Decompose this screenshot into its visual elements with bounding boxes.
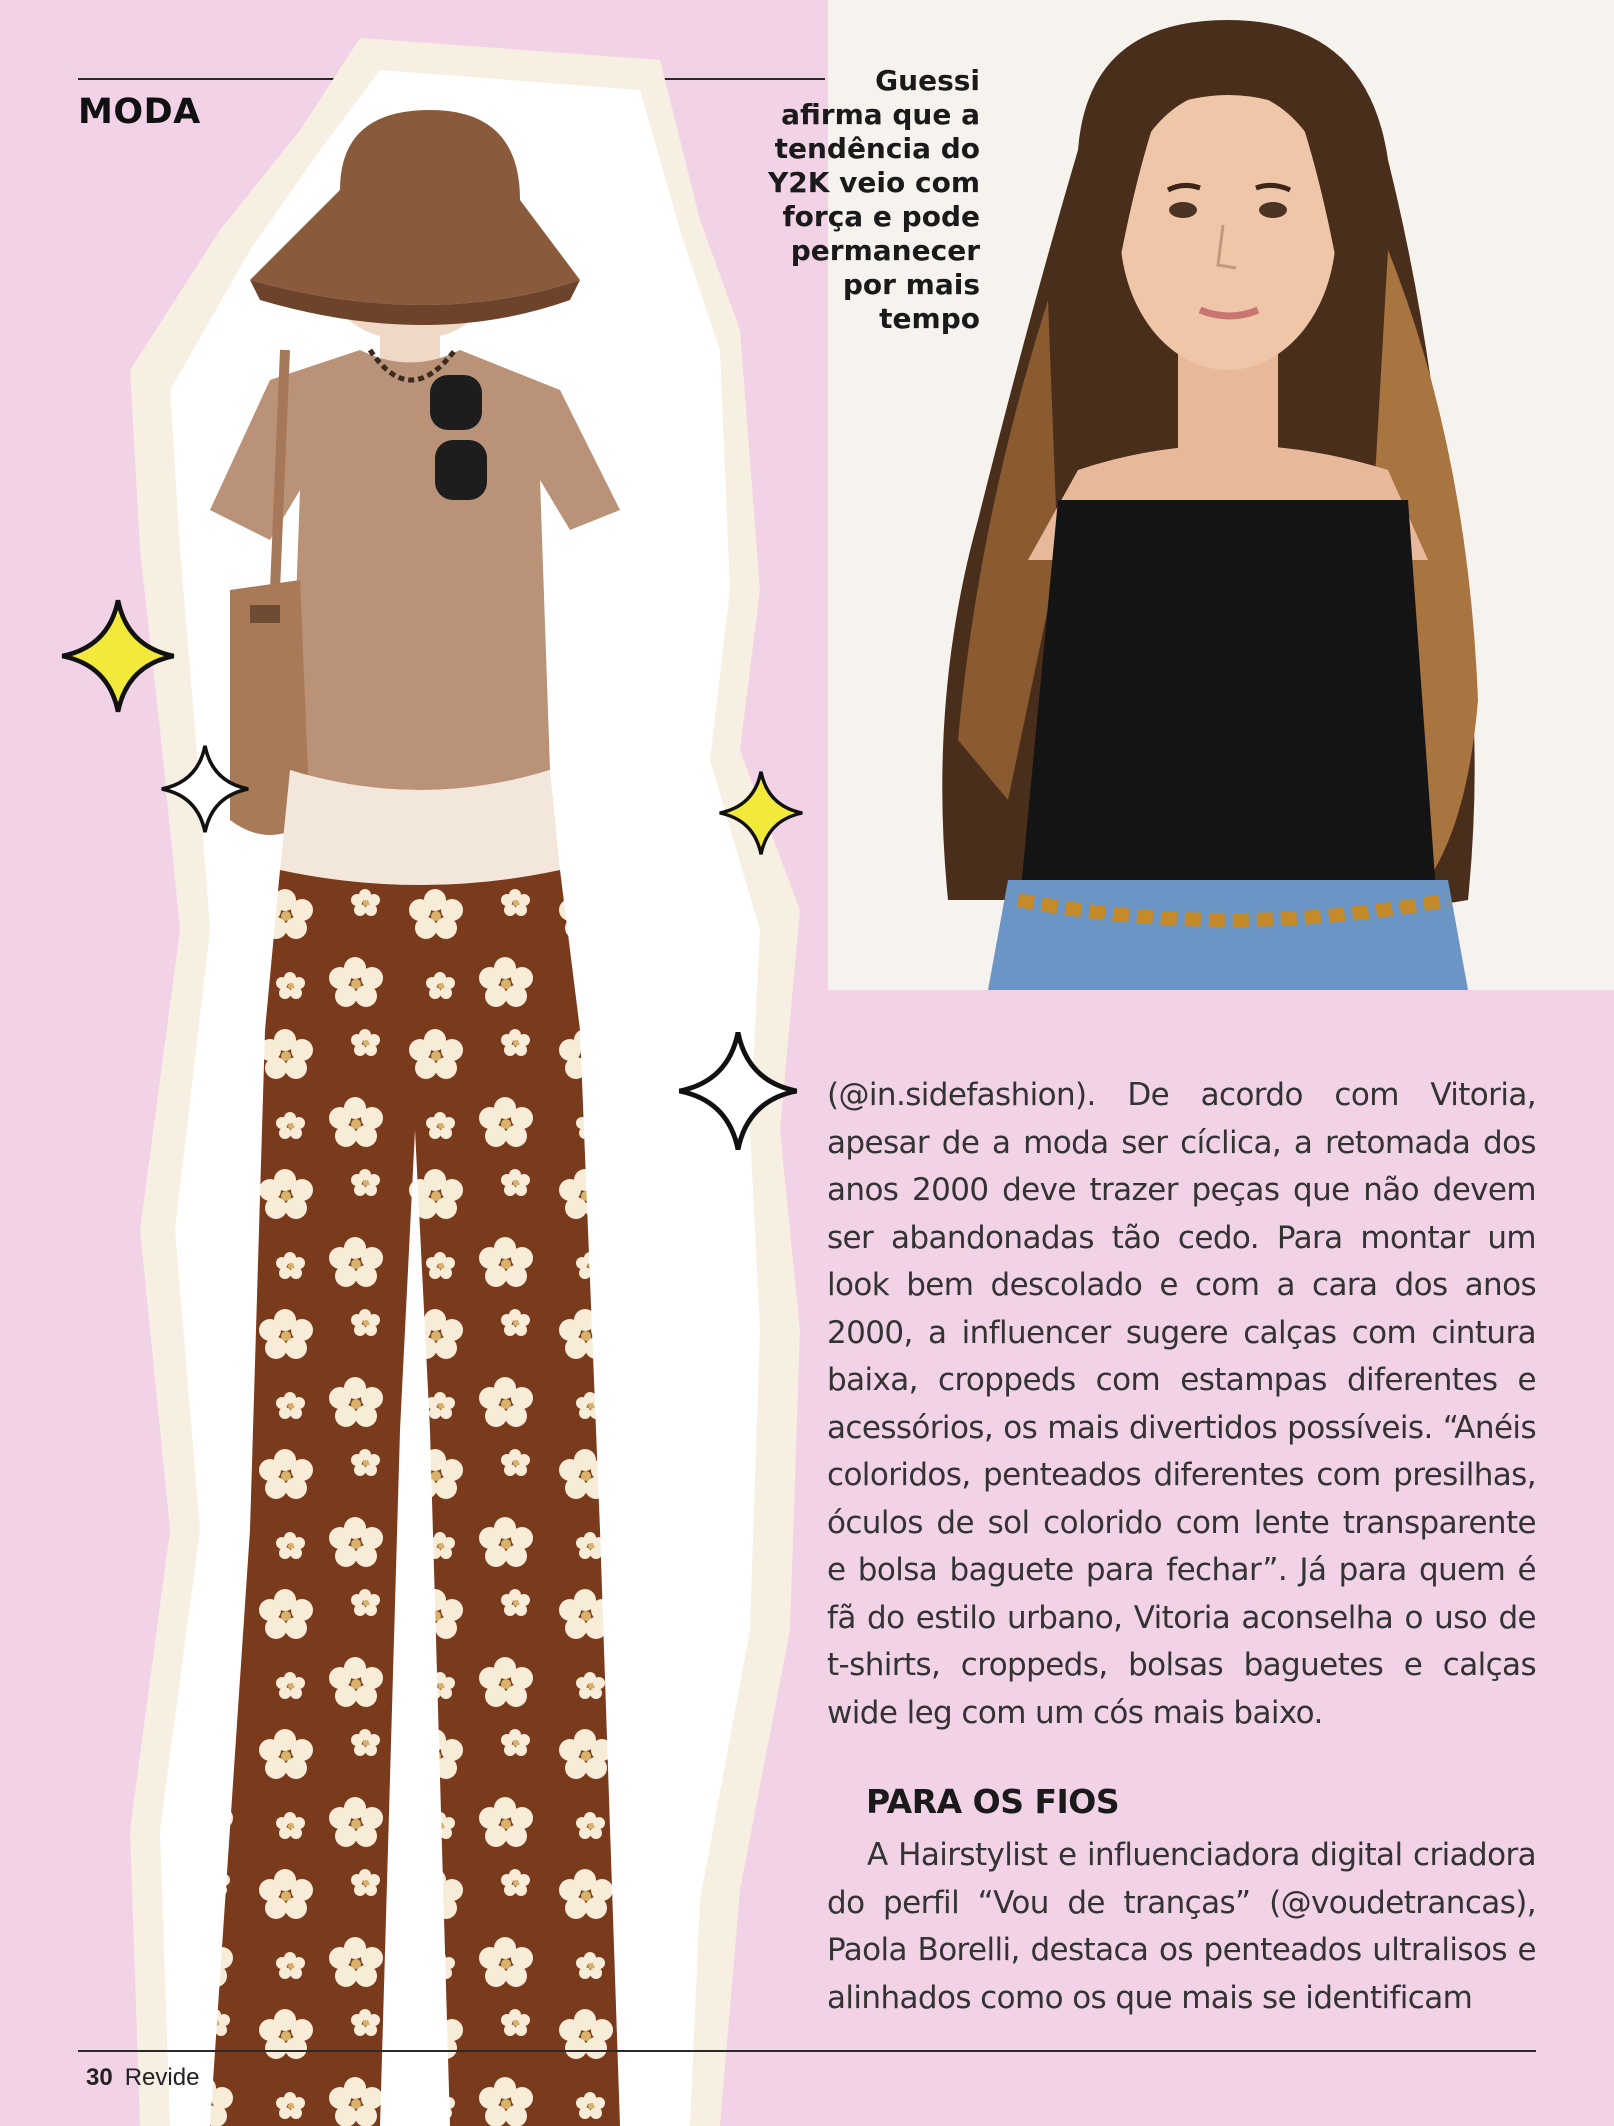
page-footer [86,2064,199,2092]
section-body-text: A Hairstylist e influenciadora digital criadora do perfil “Vou de tranças” (@voudetrancas), Paola Borelli, destaca os penteados ultralisos e alinhados como os que mais se identificam [827,1837,1536,2016]
photo-caption: Guessi afirma que a tendência do Y2K veio com força e pode permanecer por mais tempo [767,64,980,335]
sparkle-yellow-small-icon [718,770,804,856]
publication-name: Revide [124,2064,200,2091]
bottom-rule [78,2050,1536,2052]
sparkle-white-large-icon [677,1030,799,1152]
article-body-text: (@in.sidefashion). De acordo com Vitoria, apesar de a moda ser cíclica, a retomada dos anos 2000 deve trazer peças que não devem ser abandonadas tão cedo. Para montar um look bem descolado e com a cara dos anos 2000, a influencer sugere calças com cintura baixa, croppeds com estampas diferentes e acessórios, os mais divertidos possíveis. “Anéis coloridos, penteados diferentes com presilhas, óculos de sol colorido com lente transparente e bolsa baguete para fechar”. Já para quem é fã do estilo urbano, Vitoria aconselha o uso de t-shirts, croppeds, bolsas baguetes e calças wide leg com um cós mais baixo. [827,1077,1536,1731]
section-heading: PARA OS FIOS [866,1782,1120,1821]
sparkle-yellow-large-icon [60,598,176,714]
sparkle-white-small-icon [160,744,250,834]
page-number: 30 [86,2064,113,2091]
section-label: MODA [78,92,201,132]
